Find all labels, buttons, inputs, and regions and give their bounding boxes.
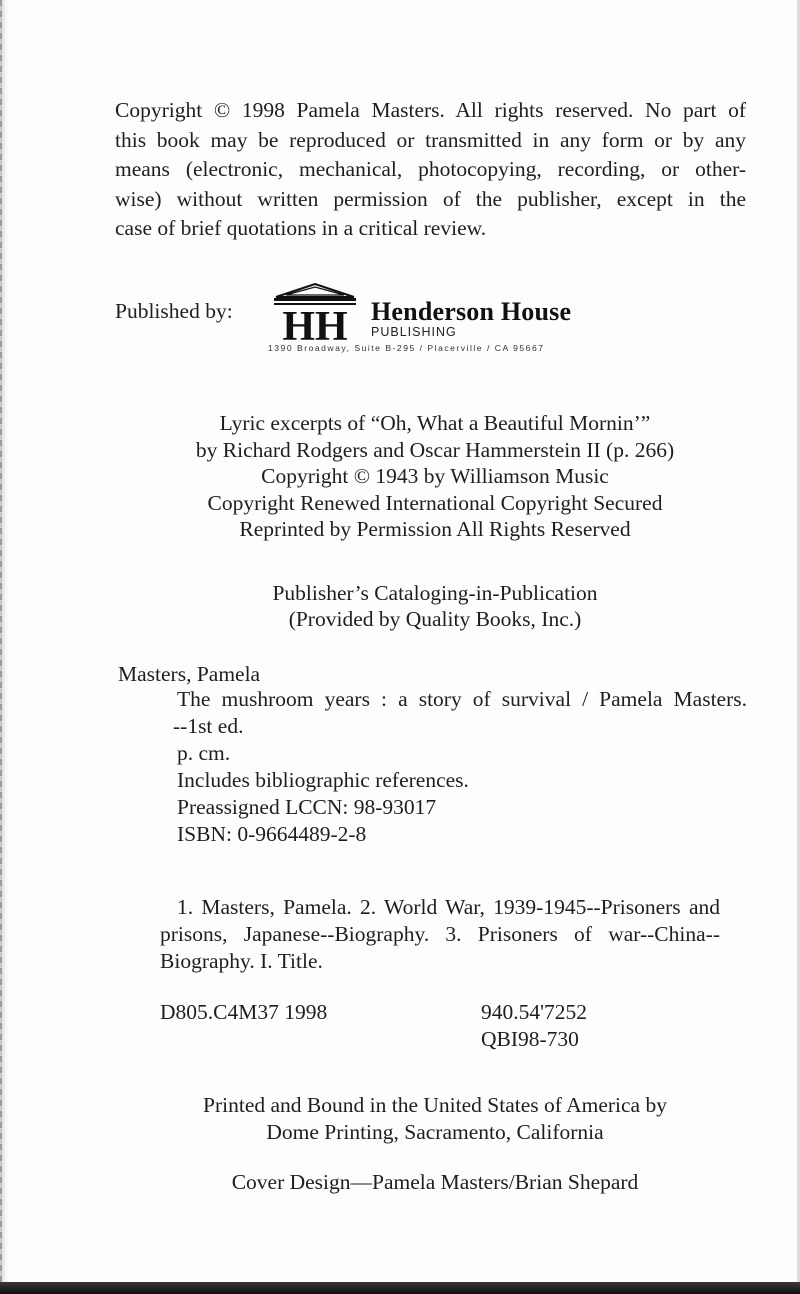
lyric-credit — [130, 410, 740, 543]
cip-heading-line: Publisher’s Cataloging-in-Publication — [272, 581, 598, 605]
catalog-title: The mushroom years : a story of survival / Pamela Masters. — [177, 687, 747, 711]
page-bottom-edge — [0, 1282, 800, 1294]
catalog-edition: --1st ed. — [173, 714, 244, 738]
subject-line: 1. Masters, Pamela. 2. World War, 1939-1945--Prisoners and — [177, 895, 720, 919]
catalog-lccn: Preassigned LCCN: 98-93017 — [177, 795, 437, 819]
logo-initials: HH — [282, 304, 348, 341]
publisher-logo — [268, 283, 618, 358]
copyright-line: Copyright © 1998 Pamela Masters. All rights reserved. No part of — [115, 98, 746, 122]
catalog-record — [173, 686, 747, 848]
subject-line: Biography. I. Title. — [160, 949, 323, 973]
subject-line: prisons, Japanese--Biography. 3. Prisoners of war--China-- — [160, 922, 720, 946]
copyright-notice — [115, 96, 746, 244]
control-number: QBI98-730 — [481, 1027, 579, 1051]
copyright-line: this book may be reproduced or transmitted in any form or by any — [115, 127, 746, 152]
publisher-subtitle: PUBLISHING — [371, 325, 457, 339]
cover-design-credit: Cover Design—Pamela Masters/Brian Shepard — [231, 1170, 639, 1194]
dewey-number: 940.54'7252 — [481, 1000, 587, 1024]
catalog-bibliography: Includes bibliographic references. — [177, 768, 469, 792]
catalog-author: Masters, Pamela — [118, 662, 261, 686]
copyright-line: wise) without written permission of the publisher, except in the — [115, 186, 746, 211]
publisher-name: Henderson House — [371, 297, 572, 326]
copyright-line: case of brief quotations in a critical review. — [115, 216, 487, 240]
copyright-line: means (electronic, mechanical, photocopying, recording, or other- — [115, 157, 746, 181]
lyric-credit-line: Copyright © 1943 by Williamson Music — [261, 464, 609, 488]
printing-line: Dome Printing, Sacramento, California — [266, 1119, 604, 1144]
lyric-credit-line: Lyric excerpts of “Oh, What a Beautiful Mornin’” — [219, 411, 651, 435]
cip-heading-line: (Provided by Quality Books, Inc.) — [288, 607, 582, 631]
page-left-edge — [0, 0, 9, 1294]
printing-credit — [130, 1092, 740, 1145]
publisher-address: 1390 Broadway, Suite B-295 / Placerville / CA 95667 — [268, 343, 545, 353]
catalog-isbn: ISBN: 0-9664489-2-8 — [177, 822, 367, 846]
lyric-credit-line: Copyright Renewed International Copyright Secured — [207, 490, 663, 515]
printing-line: Printed and Bound in the United States of America by — [203, 1093, 667, 1117]
publisher-logo-mark — [272, 283, 358, 341]
lyric-credit-line: by Richard Rodgers and Oscar Hammerstein II (p. 266) — [195, 437, 675, 462]
cip-heading — [130, 580, 740, 632]
catalog-subjects — [160, 894, 720, 975]
catalog-pages: p. cm. — [177, 741, 231, 765]
lc-call-number: D805.C4M37 1998 — [160, 1000, 328, 1024]
published-by-label: Published by: — [115, 299, 233, 323]
lyric-credit-line: Reprinted by Permission All Rights Reserved — [239, 517, 631, 541]
